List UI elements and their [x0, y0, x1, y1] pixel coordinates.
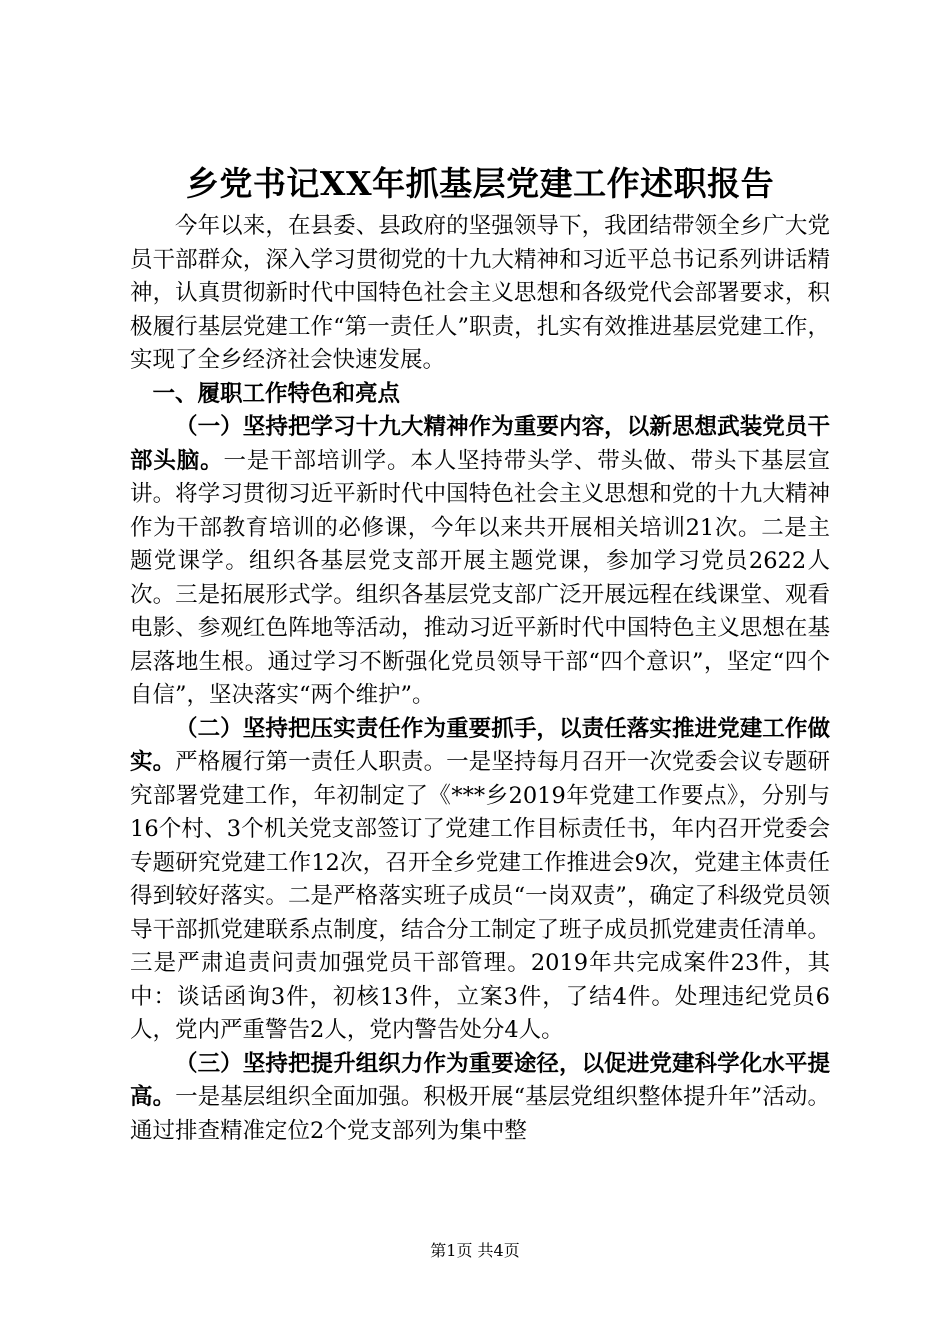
page-footer: 第1页 共4页 [430, 1241, 520, 1260]
document-title: 乡党书记XX年抓基层党建工作述职报告 [185, 164, 775, 203]
item-paragraph-1 [130, 411, 830, 713]
item-lead-3: （三）坚持把提升组织力作为重要途径，以促进党建科学化水平提高。 [130, 1050, 830, 1110]
item-body-1: 一是干部培训学。本人坚持带头学、带头做、带头下基层宣讲。将学习贯彻习近平新时代中国特色社会主义思想和党的十九大精神作为干部教育培训的必修课，今年以来共开展相关培训21次。二是主题党课学。组织各基层党支部开展主题党课，参加学习党员2622人次。三是拓展形式学。组织各基层党支部广泛开展远程在线课堂、观看电影、参观红色阵地等活动，推动习近平新时代中国特色主义思想在基层落地生根。通过学习不断强化党员领导干部“四个意识”，坚定“四个自信”，坚决落实“两个维护”。 [130, 447, 830, 708]
item-lead-1: （一）坚持把学习十九大精神作为重要内容，以新思想武装党员干部头脑。 [130, 414, 830, 474]
item-body-3: 一是基层组织全面加强。积极开展“基层党组织整体提升年”活动。通过排查精准定位2个党支部列为集中整 [130, 1084, 830, 1144]
section-heading: 一、履职工作特色和亮点 [152, 380, 401, 407]
document-page [130, 160, 830, 1148]
item-paragraph-2 [130, 713, 830, 1048]
item-lead-2: （二）坚持把压实责任作为重要抓手，以责任落实推进党建工作做实。 [130, 715, 830, 775]
item-paragraph-3 [130, 1048, 830, 1149]
item-body-2: 严格履行第一责任人职责。一是坚持每月召开一次党委会议专题研究部署党建工作，年初制定了《***乡2019年党建工作要点》，分别与16个村、3个机关党支部签订了党建工作目标责任书，年内召开党委会专题研究党建工作12次，召开全乡党建工作推进会9次，党建主体责任得到较好落实。二是严格落实班子成员“一岗双责”，确定了科级党员领导干部抓党建联系点制度，结合分工制定了班子成员抓党建责任清单。三是严肃追责问责加强党员干部管理。2019年共完成案件23件，其中：谈话函询3件，初核13件，立案3件，了结4件。处理违纪党员6人，党内严重警告2人，党内警告处分4人。 [130, 749, 830, 1043]
intro-paragraph: 今年以来，在县委、县政府的坚强领导下，我团结带领全乡广大党员干部群众，深入学习贯彻党的十九大精神和习近平总书记系列讲话精神，认真贯彻新时代中国特色社会主义思想和各级党代会部署要求，积极履行基层党建工作“第一责任人”职责，扎实有效推进基层党建工作，实现了全乡经济社会快速发展。 [130, 213, 830, 373]
